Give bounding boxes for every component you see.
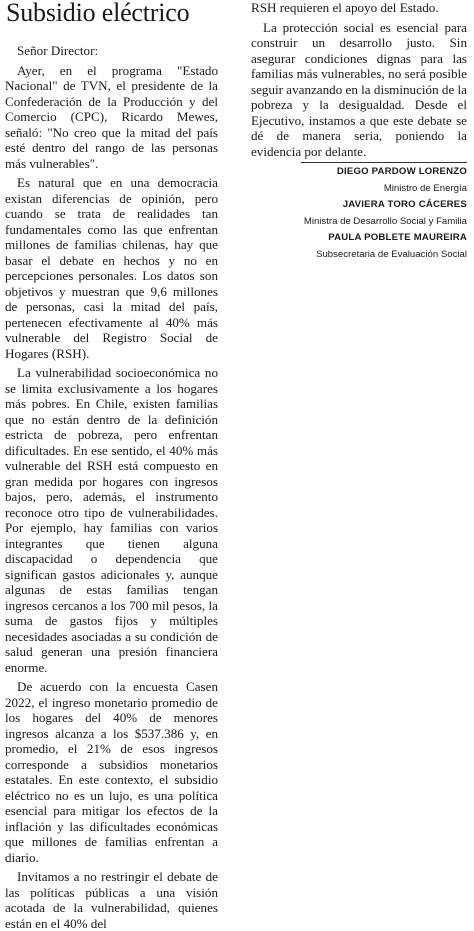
signer-name: JAVIERA TORO CÁCERES (342, 199, 467, 211)
article-title: Subsidio eléctrico (6, 0, 190, 27)
signature-divider (301, 162, 467, 163)
signer-role: Subsecretaria de Evaluación Social (316, 248, 467, 260)
paragraph-invitation: Invitamos a no restringir el debate de las políticas públicas a una visión acotada de la vulnerabilidad, quienes están en el 40% del (5, 869, 218, 931)
paragraph-casen: De acuerdo con la encuesta Casen 2022, el ingreso monetario promedio de los hogares del 40% de menores ingresos alcanza a los $537.386 y, en promedio, el 21% de esos ingresos corresponde a subsidios monetarios estatales. En este contexto, el subsidio eléctrico no es un lujo, es una política esencial para mitigar los efectos de la inflación y las dificultades económicas que millones de familias enfrentan a diario. (5, 679, 218, 865)
salutation: Señor Director: (17, 43, 99, 58)
right-column (251, 0, 467, 262)
paragraph-conclusion: La protección social es esencial para construir un desarrollo justo. Sin asegurar condiciones dignas para las familias más vulnerables, no será posible seguir avanzando en la disminución de la pobreza y la desigualdad. Desde el Ejecutivo, instamos a que este debate se dé de manera seria, poniendo la evidencia por delante. (251, 19, 467, 159)
paragraph-data: Es natural que en una democracia existan diferencias de opinión, pero cuando se trata de realidades tan fundamentales como las que enfrentan millones de familias chilenas, hay que basar el debate en hechos y no en percepciones personales. Los datos son objetivos y muestran que 9,6 millones de personas, casi la mitad del país, pertenecen efectivamente al 40% más vulnerable del Registro Social de Hogares (RSH). (5, 175, 218, 361)
left-column (5, 43, 218, 931)
signer-name: DIEGO PARDOW LORENZO (336, 166, 467, 177)
signer-name: PAULA POBLETE MAUREIRA (328, 232, 467, 244)
signer-role: Ministra de Desarrollo Social y Familia (303, 215, 467, 227)
paragraph-intro: Ayer, en el programa "Estado Nacional" de TVN, el presidente de la Confederación de la Producción y del Comercio (CPC), Ricardo Mewes, señaló: "No creo que la mitad del país esté dentro del rango de las personas más vulnerables". (5, 62, 218, 171)
paragraph-continuation: RSH requieren el apoyo del Estado. (251, 0, 439, 15)
signer-role: Ministro de Energía (383, 182, 467, 194)
paragraph-vulnerability: La vulnerabilidad socioeconómica no se limita exclusivamente a los hogares más pobres. En Chile, existen familias que no están dentro de la definición estricta de pobreza, pero enfrentan dificultades. En ese sentido, el 40% más vulnerable del RSH está compuesto en gran medida por hogares con ingresos bajos, pero, además, el instrumento reconoce otro tipo de vulnerabilidades. Por ejemplo, hay familias con varios integrantes que tienen alguna discapacidad o dependencia que significan gastos adicionales y, aunque algunas de estas familias tengan ingresos cercanos a los 700 mil pesos, la suma de gastos fijos y múltiples necesidades asociadas a su condición de salud generan una presión financiera enorme. (5, 365, 218, 675)
signature-block (251, 162, 467, 262)
